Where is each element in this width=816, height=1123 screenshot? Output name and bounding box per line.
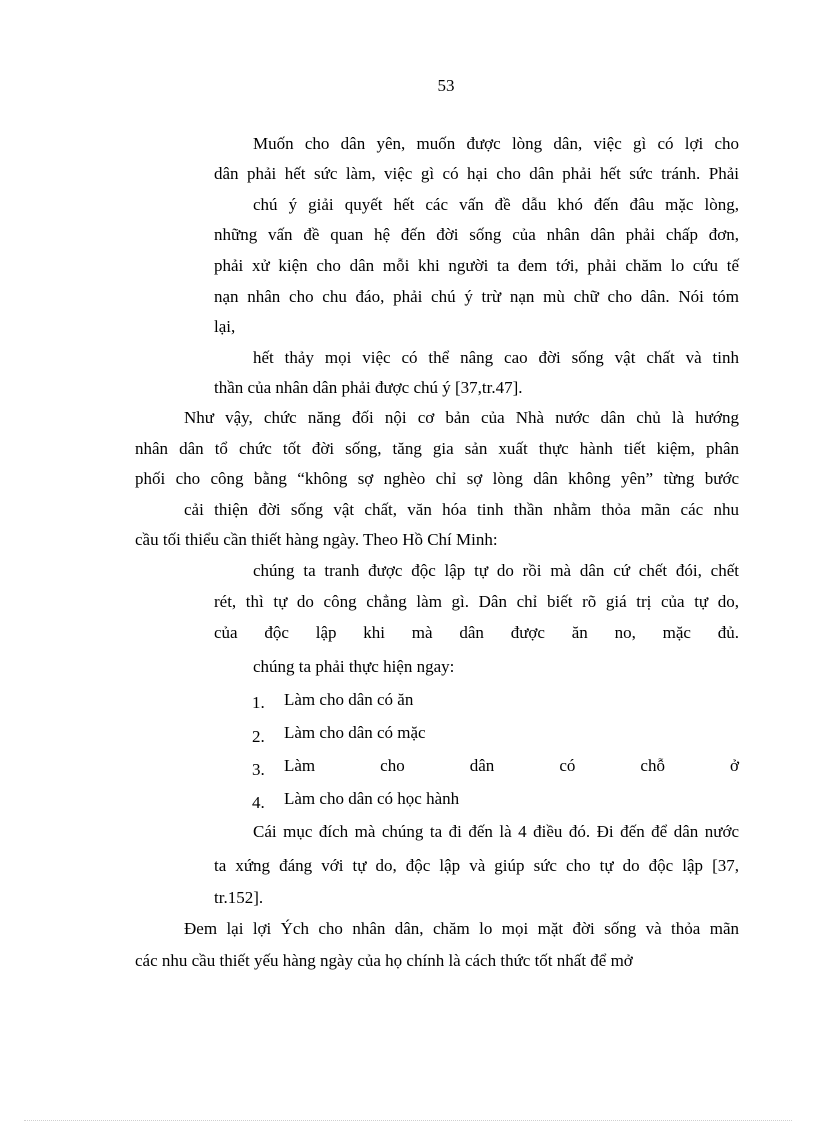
page-number: 53 — [437, 76, 455, 95]
quote2-line: rét, thì tự do công chẳng làm gì. Dân chỉ biết rõ giá trị của tự do, — [214, 592, 739, 611]
paragraph1-line: cải thiện đời sống vật chất, văn hóa tinh thần nhằm thỏa mãn các nhu — [184, 500, 739, 519]
quote2-end-line: Cái mục đích mà chúng ta đi đến là 4 điều đó. Đi đến để dân nước — [253, 822, 739, 841]
quote1-line: hết thảy mọi việc có thể nâng cao đời sống vật chất và tinh — [253, 348, 739, 367]
quote1-line: những vấn đề quan hệ đến đời sống của nhân dân phải chấp đơn, — [214, 225, 739, 244]
paragraph1-line: phối cho công bằng “không sợ nghèo chỉ sợ lòng dân không yên” từng bước — [135, 469, 739, 488]
quote2-line: chúng ta phải thực hiện ngay: — [253, 657, 455, 676]
quote1-line: chú ý giải quyết hết các vấn đề dẫu khó đến đâu mặc lòng, — [253, 195, 739, 214]
quote2-line: chúng ta tranh được độc lập tự do rồi mà dân cứ chết đói, chết — [253, 561, 739, 580]
list-number: 2. — [252, 727, 265, 746]
quote2-line: của độc lập khi mà dân được ăn no, mặc đủ. — [214, 623, 739, 642]
list-item-text: Làm cho dân có mặc — [284, 723, 426, 742]
list-number: 1. — [252, 693, 265, 712]
list-number: 4. — [252, 793, 265, 812]
page-bottom-divider — [24, 1120, 792, 1121]
quote1-line: nạn nhân cho chu đáo, phải chú ý trừ nạn mù chữ cho dân. Nói tóm — [214, 287, 739, 306]
paragraph1-line: cầu tối thiểu cần thiết hàng ngày. Theo Hồ Chí Minh: — [135, 530, 498, 549]
list-item-text: Làm cho dân có chỗ ở — [284, 756, 739, 775]
list-item-text: Làm cho dân có ăn — [284, 690, 414, 709]
quote1-line: thần của nhân dân phải được chú ý [37,tr.47]. — [214, 378, 523, 397]
list-item-text: Làm cho dân có học hành — [284, 789, 460, 808]
quote2-end-line: ta xứng đáng với tự do, độc lập và giúp sức cho tự do độc lập [37, — [214, 856, 739, 875]
quote1-line: Muốn cho dân yên, muốn được lòng dân, việc gì có lợi cho — [253, 134, 739, 153]
paragraph2-line: các nhu cầu thiết yếu hàng ngày của họ chính là cách thức tốt nhất để mở — [135, 951, 633, 970]
quote1-line: dân phải hết sức làm, việc gì có hại cho dân phải hết sức tránh. Phải — [214, 164, 739, 183]
quote1-line: phải xử kiện cho dân mỗi khi người ta đem tới, phải chăm lo cứu tế — [214, 256, 739, 275]
paragraph2-line: Đem lại lợi Ých cho nhân dân, chăm lo mọi mặt đời sống và thỏa mãn — [184, 919, 739, 938]
paragraph1-line: Như vậy, chức năng đối nội cơ bản của Nhà nước dân chủ là hướng — [184, 408, 739, 427]
quote2-end-line: tr.152]. — [214, 888, 264, 907]
list-number: 3. — [252, 760, 265, 779]
paragraph1-line: nhân dân tổ chức tốt đời sống, tăng gia sản xuất thực hành tiết kiệm, phân — [135, 439, 739, 458]
quote1-line: lại, — [214, 317, 236, 336]
